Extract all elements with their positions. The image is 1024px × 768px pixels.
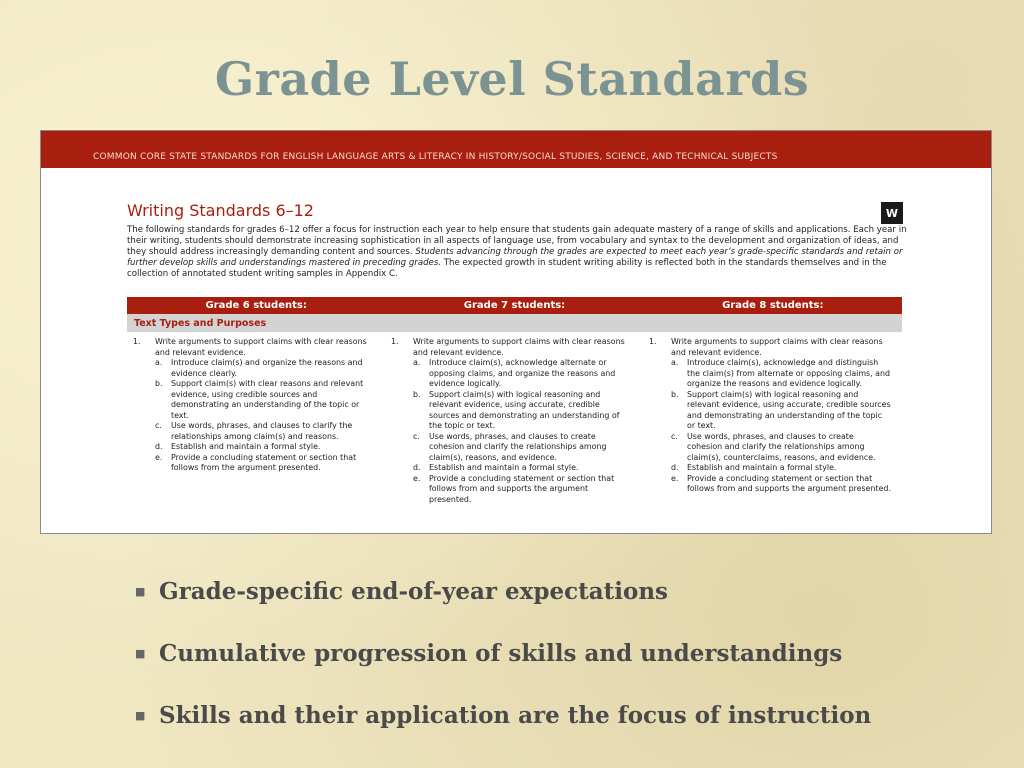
sub-standard-letter: c. xyxy=(155,421,162,430)
sub-standard xyxy=(649,432,891,464)
sub-standard-text: Provide a concluding statement or section that follows from the argument presented. xyxy=(171,452,357,472)
standard-text: Write arguments to support claims with clear reasons and relevant evidence. xyxy=(413,337,625,357)
sub-standard-letter: e. xyxy=(155,452,163,462)
standard-item xyxy=(133,337,371,358)
sub-standard xyxy=(133,379,371,421)
sub-standard xyxy=(133,453,371,474)
bullet-text: Skills and their application are the focus of instruction xyxy=(159,701,872,729)
sub-standard xyxy=(391,358,629,390)
sub-standard-text: Support claim(s) with logical reasoning and relevant evidence, using accurate, credible sources and demonstrating an understanding of the topic or text. xyxy=(429,389,620,430)
grade-8-header: Grade 8 students: xyxy=(722,300,824,311)
sub-standard-letter: b. xyxy=(671,389,679,399)
sub-standard-text: Support claim(s) with clear reasons and relevant evidence, using credible sources and demonstrating an understanding of the topic or text. xyxy=(171,379,364,420)
sub-standard-letter: a. xyxy=(155,358,163,367)
bullet-list xyxy=(135,560,871,746)
sub-standard-text: Establish and maintain a formal style. xyxy=(687,463,837,472)
sub-standard-text: Establish and maintain a formal style. xyxy=(429,463,579,472)
bullet-marker-icon: ■ xyxy=(135,646,146,660)
bullet-text: Grade-specific end-of-year expectations xyxy=(159,577,668,605)
grade-7-header: Grade 7 students: xyxy=(463,300,566,311)
sub-standard-text: Use words, phrases, and clauses to create cohesion and clarify the relationships among claim(s), reasons, and evidence. xyxy=(429,431,607,462)
sub-standard xyxy=(133,358,371,379)
document-heading: Writing Standards 6–12 xyxy=(127,201,314,220)
section-title: Text Types and Purposes xyxy=(127,314,902,332)
sub-standard-letter: a. xyxy=(671,358,679,367)
sub-standard-text: Provide a concluding statement or section that follows from and supports the argument presented. xyxy=(687,473,891,493)
sub-standard-letter: c. xyxy=(413,431,420,441)
sub-standard-letter: d. xyxy=(413,463,421,472)
standard-text: Write arguments to support claims with clear reasons and relevant evidence. xyxy=(671,337,883,357)
grade-column-2 xyxy=(643,337,901,505)
document-intro xyxy=(127,225,907,280)
sub-standard xyxy=(649,390,891,432)
bullet-marker-icon: ■ xyxy=(135,708,146,722)
sub-standard xyxy=(649,463,891,474)
writing-badge: W xyxy=(881,202,903,224)
intro-text: The following standards for grades 6–12 offer a focus for instruction each year to help ensure that students gain adequate mastery of a range of skills and applications. Each year in their writing, students should demonstrate increasing sophistication in all aspects of language use, from vocabulary and syntax to the development and organization of ideas, and they should address increasingly demanding content and sources. xyxy=(127,225,907,257)
sub-standard-letter: b. xyxy=(413,389,421,399)
sub-standard-letter: d. xyxy=(671,463,679,472)
sub-standard xyxy=(391,432,629,464)
sub-standard-text: Introduce claim(s), acknowledge and distinguish the claim(s) from alternate or opposing claims, and organize the reasons and evidence logically. xyxy=(687,358,891,388)
sub-standard-text: Support claim(s) with logical reasoning and relevant evidence, using accurate, credible sources and demonstrating an understanding of the topic or text. xyxy=(687,389,891,430)
bullet-text: Cumulative progression of skills and understandings xyxy=(159,639,843,667)
standards-document-image xyxy=(40,130,992,534)
standard-text: Write arguments to support claims with clear reasons and relevant evidence. xyxy=(155,337,367,357)
sub-standard-letter: e. xyxy=(413,473,421,483)
sub-standard-letter: c. xyxy=(671,431,678,441)
sub-standard xyxy=(391,390,629,432)
intro-italic-text: Students advancing through the grades are expected to meet each year’s grade-specific standards and retain or further develop skills and understandings mastered in preceding grades. xyxy=(127,247,903,268)
sub-standard-text: Establish and maintain a formal style. xyxy=(171,442,321,451)
slide-title: Grade Level Standards xyxy=(214,52,810,106)
sub-standard-text: Introduce claim(s), acknowledge alternate or opposing claims, and organize the reasons and evidence logically. xyxy=(429,358,616,388)
standard-item xyxy=(649,337,891,358)
sub-standard-text: Provide a concluding statement or section that follows from and supports the argument presented. xyxy=(429,473,615,504)
standard-number: 1. xyxy=(391,337,399,346)
sub-standard xyxy=(649,358,891,390)
sub-standard-letter: e. xyxy=(671,473,679,483)
sub-standard-text: Introduce claim(s) and organize the reasons and evidence clearly. xyxy=(171,358,363,378)
sub-standard xyxy=(133,442,371,453)
sub-standard xyxy=(133,421,371,442)
sub-standard xyxy=(391,474,629,506)
grade-column-1 xyxy=(385,337,643,505)
bullet-item xyxy=(135,684,871,746)
bullet-item xyxy=(135,622,871,684)
sub-standard xyxy=(649,474,891,495)
standard-number: 1. xyxy=(133,337,141,346)
sub-standard-letter: d. xyxy=(155,442,163,451)
sub-standard-text: Use words, phrases, and clauses to clarify the relationships among claim(s) and reasons. xyxy=(171,421,353,441)
sub-standard-letter: a. xyxy=(413,358,421,367)
grade-6-header: Grade 6 students: xyxy=(205,300,307,311)
grade-column-0 xyxy=(127,337,385,505)
standard-item xyxy=(391,337,629,358)
standards-columns xyxy=(127,337,902,505)
bullet-item xyxy=(135,560,871,622)
document-banner: COMMON CORE STATE STANDARDS FOR ENGLISH LANGUAGE ARTS & LITERACY IN HISTORY/SOCIAL STUDIES, SCIENCE, AND TECHNICAL SUBJECTS xyxy=(41,131,991,168)
sub-standard xyxy=(391,463,629,474)
grade-header-row xyxy=(127,297,902,314)
bullet-marker-icon: ■ xyxy=(135,584,146,598)
sub-standard-letter: b. xyxy=(155,379,163,388)
sub-standard-text: Use words, phrases, and clauses to create cohesion and clarify the relationships among claim(s), counterclaims, reasons, and evidence. xyxy=(687,431,876,462)
intro-end-text: The expected growth in student writing ability is reflected both in the standards themselves and in the collection of annotated student writing samples in Appendix C. xyxy=(127,258,887,279)
standard-number: 1. xyxy=(649,337,657,346)
